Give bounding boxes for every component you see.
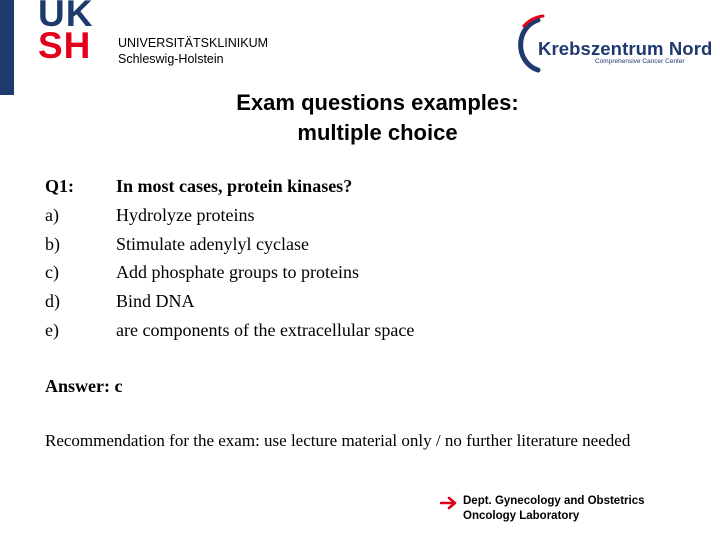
question-text: In most cases, protein kinases?: [116, 176, 353, 196]
left-brand-bar: [0, 0, 14, 95]
option-key: e): [45, 319, 59, 340]
krebszentrum-subtitle: Comprehensive Cancer Center: [595, 58, 685, 65]
option-key: c): [45, 262, 59, 283]
slide-title-line1: Exam questions examples:: [236, 90, 519, 115]
slide-title-line2: multiple choice: [297, 120, 458, 145]
option-text: Add phosphate groups to proteins: [116, 262, 359, 283]
option-text: Hydrolyze proteins: [116, 204, 255, 225]
institution-name: [118, 35, 268, 67]
option-text: Stimulate adenylyl cyclase: [116, 233, 309, 254]
option-key: b): [45, 233, 60, 254]
slide-title: [0, 88, 720, 148]
option-key: d): [45, 291, 60, 312]
question-label: Q1:: [45, 176, 74, 196]
krebszentrum-name: Krebszentrum Nord: [538, 38, 713, 59]
recommendation-text: Recommendation for the exam: use lecture material only / no further literature needed: [45, 431, 631, 450]
department-line2: Oncology Laboratory: [463, 510, 580, 522]
krebszentrum-logo: [512, 14, 713, 74]
institution-line2: Schleswig-Holstein: [118, 52, 224, 66]
department-line1: Dept. Gynecology and Obstetrics: [463, 495, 645, 507]
department-text: [463, 494, 644, 524]
institution-line1: UNIVERSITÄTSKLINIKUM: [118, 36, 269, 50]
answer-text: Answer: c: [45, 376, 123, 396]
arrow-right-icon: [440, 496, 458, 510]
uksh-logo-line1: UK: [38, 0, 94, 34]
option-key: a): [45, 204, 59, 225]
option-text: Bind DNA: [116, 291, 195, 312]
uksh-logo: [38, 0, 98, 66]
option-text: are components of the extracellular space: [116, 319, 415, 340]
uksh-logo-line2: SH: [38, 25, 92, 66]
